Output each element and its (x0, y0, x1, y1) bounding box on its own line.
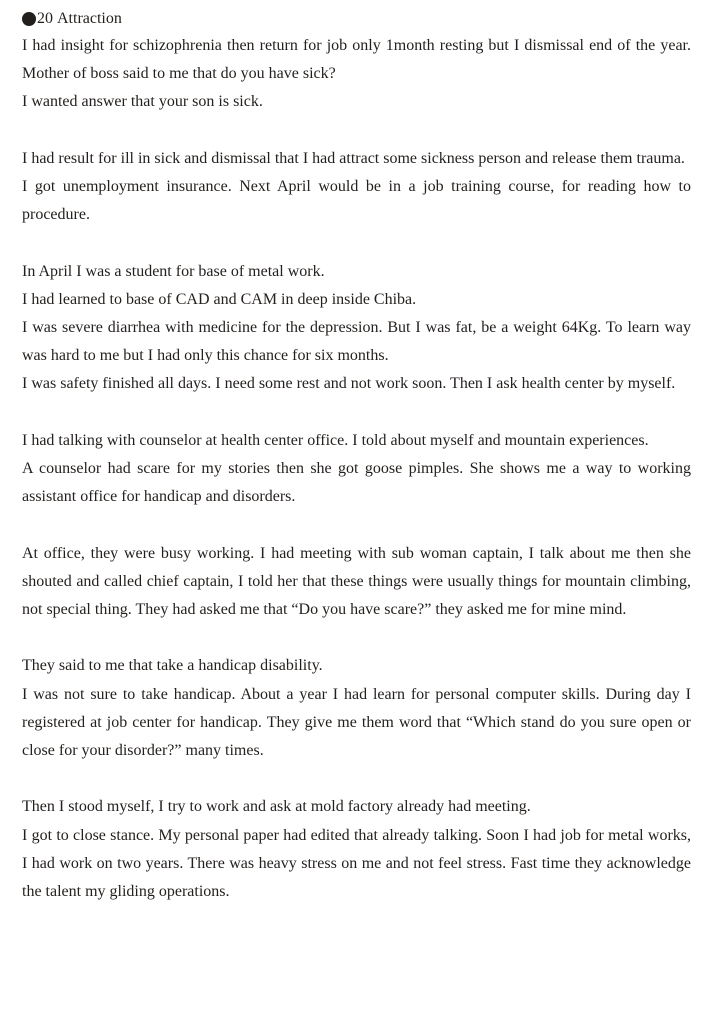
section-heading (22, 6, 691, 32)
paragraph: I was severe diarrhea with medicine for the depression. But I was fat, be a weight 64Kg. To learn way was hard to me but I had only this chance for six months. (22, 319, 691, 365)
paragraph: I had learned to base of CAD and CAM in deep inside Chiba. (22, 290, 417, 308)
paragraph-gap (22, 624, 691, 652)
paragraph: I wanted answer that your son is sick. (22, 93, 263, 111)
paragraph: I had result for ill in sick and dismissal that I had attract some sickness person and release them trauma. (22, 149, 685, 167)
paragraph-gap (22, 229, 691, 257)
filled-circle-bullet-icon (22, 12, 36, 26)
section-title: Attraction (57, 10, 122, 27)
paragraph: They said to me that take a handicap disability. (22, 657, 323, 675)
paragraph: I had insight for schizophrenia then return for job only 1month resting but I dismissal end of the year. Mother of boss said to me that do you have sick? (22, 37, 691, 83)
paragraph: I was not sure to take handicap. About a year I had learn for personal computer skills. During day I registered at job center for handicap. They give me them word that “Which stand do you sure open or close for your disorder?” many times. (22, 685, 691, 759)
paragraph: I had talking with counselor at health center office. I told about myself and mountain experiences. (22, 431, 649, 449)
paragraph: I was safety finished all days. I need some rest and not work soon. Then I ask health center by myself. (22, 375, 676, 393)
paragraph-gap (22, 511, 691, 539)
paragraph: I got unemployment insurance. Next April would be in a job training course, for reading how to procedure. (22, 178, 691, 224)
paragraph: At office, they were busy working. I had meeting with sub woman captain, I talk about me then she shouted and called chief captain, I told her that these things were usually things for mountain climbing, not special thing. They had asked me that “Do you have scare?” they asked me for mine mind. (22, 544, 691, 618)
paragraph: I got to close stance. My personal paper had edited that already talking. Soon I had job for metal works, I had work on two years. There was heavy stress on me and not feel stress. Fast time they acknowledge the talent my gliding operations. (22, 826, 691, 900)
body-text (22, 32, 691, 906)
paragraph-gap (22, 117, 691, 145)
paragraph-gap (22, 399, 691, 427)
paragraph: A counselor had scare for my stories then she got goose pimples. She shows me a way to working assistant office for handicap and disorders. (22, 460, 691, 506)
section-number: 20 (37, 10, 53, 27)
paragraph-gap (22, 765, 691, 793)
paragraph: Then I stood myself, I try to work and ask at mold factory already had meeting. (22, 798, 531, 816)
paragraph: In April I was a student for base of metal work. (22, 262, 325, 280)
